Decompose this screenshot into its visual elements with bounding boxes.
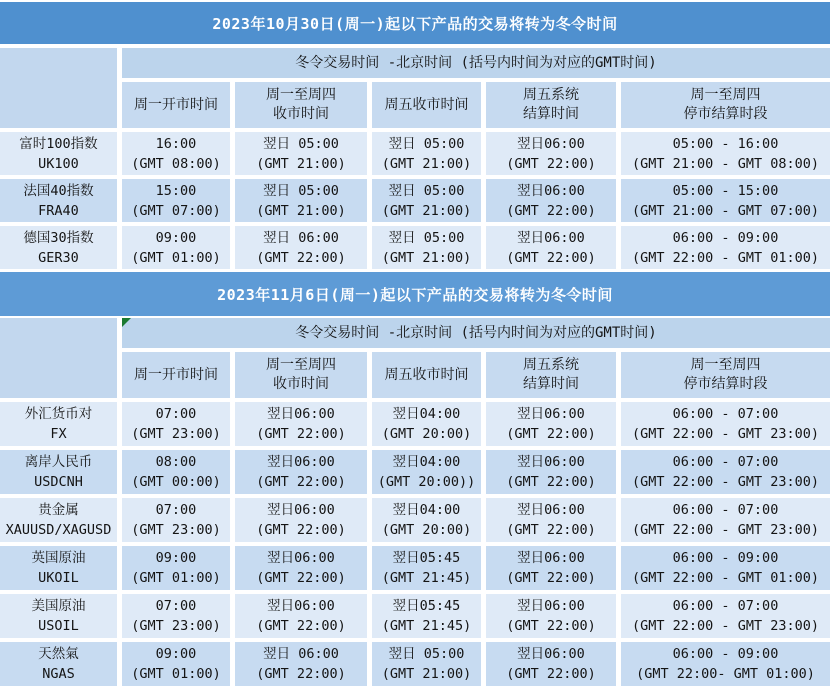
halt-period-cell (621, 498, 830, 542)
winter-time-note-text: 冬令交易时间 -北京时间 (括号内时间为对应的GMT时间) (295, 55, 657, 71)
close-monthu-cell (235, 546, 367, 590)
close-monthu-cell (235, 226, 367, 269)
gmt-value: (GMT 07:00) (131, 202, 221, 219)
time-value: 翌日06:00 (517, 598, 585, 614)
gmt-value: (GMT 22:00 - GMT 23:00) (632, 474, 819, 490)
section-2-table (0, 318, 830, 686)
open-time-cell (122, 594, 230, 638)
time-value: 翌日 05:00 (388, 135, 465, 152)
settle-fri-cell (486, 226, 616, 269)
product-cell (0, 498, 117, 542)
gmt-value: (GMT 21:00) (381, 666, 472, 682)
halt-period-cell (621, 450, 830, 494)
gmt-value: (GMT 22:00) (256, 666, 346, 682)
close-monthu-cell (235, 132, 367, 175)
open-time-cell (122, 642, 230, 686)
product-cell (0, 546, 117, 590)
time-value: 06:00 - 07:00 (672, 454, 779, 470)
open-time-cell (122, 402, 230, 446)
time-value: 翌日05:45 (392, 598, 461, 614)
gmt-value: (GMT 21:45) (381, 570, 472, 586)
product-name: 天然氣 (38, 646, 79, 662)
time-value: 翌日06:00 (517, 135, 585, 152)
gmt-value: (GMT 00:00) (131, 474, 221, 490)
product-code: USOIL (38, 618, 79, 634)
product-name: 英国原油 (31, 550, 86, 566)
corner-cell (0, 48, 117, 128)
time-value: 翌日06:00 (267, 598, 335, 614)
time-value: 06:00 - 07:00 (672, 406, 779, 422)
gmt-value: (GMT 22:00) (506, 155, 596, 172)
time-value: 翌日06:00 (267, 502, 335, 518)
time-value: 09:00 (155, 229, 197, 246)
col-header-open-time (122, 82, 230, 128)
close-monthu-cell (235, 402, 367, 446)
product-code: UKOIL (38, 570, 79, 586)
close-monthu-cell (235, 594, 367, 638)
gmt-value: (GMT 21:00) (381, 202, 472, 219)
gmt-value: (GMT 22:00- GMT 01:00) (636, 666, 815, 682)
open-time-cell (122, 498, 230, 542)
product-code: GER30 (38, 249, 79, 266)
open-time-cell (122, 226, 230, 269)
settle-fri-cell (486, 594, 616, 638)
col-header-halt-period (621, 82, 830, 128)
close-fri-cell (372, 132, 481, 175)
gmt-value: (GMT 22:00 - GMT 01:00) (632, 249, 819, 266)
halt-period-cell (621, 179, 830, 222)
col-header-label: 周一至周四 (690, 357, 761, 373)
settle-fri-cell (486, 132, 616, 175)
product-name: 富时100指数 (19, 135, 98, 152)
gmt-value: (GMT 20:00) (381, 426, 472, 442)
time-value: 16:00 (155, 135, 197, 152)
time-value: 翌日 05:00 (263, 135, 339, 152)
product-name: 贵金属 (38, 502, 79, 518)
product-code: USDCNH (34, 474, 83, 490)
open-time-cell (122, 132, 230, 175)
time-value: 07:00 (155, 598, 197, 614)
gmt-value: (GMT 21:45) (381, 618, 472, 634)
time-value: 翌日 05:00 (388, 182, 465, 199)
settle-fri-cell (486, 450, 616, 494)
gmt-value: (GMT 22:00 - GMT 23:00) (632, 618, 819, 634)
gmt-value: (GMT 22:00) (256, 618, 346, 634)
close-monthu-cell (235, 450, 367, 494)
col-header-label: 周五收市时间 (384, 96, 469, 113)
settle-fri-cell (486, 179, 616, 222)
gmt-value: (GMT 22:00) (506, 474, 596, 490)
gmt-value: (GMT 22:00) (256, 522, 346, 538)
open-time-cell (122, 546, 230, 590)
gmt-value: (GMT 22:00) (256, 474, 346, 490)
time-value: 翌日06:00 (267, 406, 335, 422)
time-value: 翌日06:00 (517, 182, 585, 199)
gmt-value: (GMT 22:00) (506, 666, 596, 682)
close-fri-cell (372, 594, 481, 638)
close-fri-cell (372, 498, 481, 542)
col-header-label: 周五收市时间 (384, 366, 469, 383)
gmt-value: (GMT 22:00) (506, 522, 596, 538)
product-code: FRA40 (38, 202, 79, 219)
time-value: 翌日 06:00 (263, 646, 339, 662)
time-value: 翌日04:00 (392, 502, 461, 518)
time-value: 翌日06:00 (517, 406, 585, 422)
col-header-label: 周五系统 (523, 357, 579, 373)
time-value: 07:00 (155, 502, 197, 518)
section-1-table (0, 48, 830, 269)
open-time-cell (122, 450, 230, 494)
gmt-value: (GMT 22:00 - GMT 23:00) (632, 426, 819, 442)
col-header-label: 停市结算时段 (683, 376, 768, 392)
col-header-label: 周一开市时间 (134, 96, 218, 113)
cell-flag-icon (122, 318, 131, 327)
gmt-value: (GMT 21:00) (381, 249, 472, 266)
time-value: 翌日06:00 (517, 550, 585, 566)
close-monthu-cell (235, 642, 367, 686)
gmt-value: (GMT 23:00) (131, 426, 221, 442)
time-value: 翌日06:00 (267, 550, 335, 566)
settle-fri-cell (486, 642, 616, 686)
settle-fri-cell (486, 546, 616, 590)
time-value: 翌日 05:00 (263, 182, 339, 199)
time-value: 05:00 - 16:00 (672, 135, 779, 152)
winter-time-note (122, 318, 830, 348)
col-header-settle-fri (486, 352, 616, 398)
gmt-value: (GMT 22:00) (256, 426, 346, 442)
time-value: 翌日04:00 (392, 406, 461, 422)
time-value: 翌日06:00 (267, 454, 335, 470)
gmt-value: (GMT 22:00) (256, 249, 346, 266)
open-time-cell (122, 179, 230, 222)
close-fri-cell (372, 546, 481, 590)
time-value: 05:00 - 15:00 (672, 182, 779, 199)
product-code: UK100 (38, 155, 79, 172)
close-monthu-cell (235, 498, 367, 542)
gmt-value: (GMT 21:00) (256, 155, 346, 172)
gmt-value: (GMT 22:00) (506, 618, 596, 634)
gmt-value: (GMT 22:00) (506, 570, 596, 586)
gmt-value: (GMT 23:00) (131, 618, 221, 634)
col-header-label: 停市结算时段 (683, 106, 768, 122)
time-value: 翌日06:00 (517, 454, 585, 470)
time-value: 翌日 06:00 (263, 229, 339, 246)
halt-period-cell (621, 546, 830, 590)
time-value: 06:00 - 09:00 (672, 229, 779, 246)
product-code: FX (50, 426, 67, 442)
winter-time-note-text: 冬令交易时间 -北京时间 (括号内时间为对应的GMT时间) (295, 325, 657, 341)
time-value: 15:00 (155, 182, 197, 199)
gmt-value: (GMT 01:00) (131, 570, 221, 586)
col-header-label: 收市时间 (273, 106, 329, 122)
gmt-value: (GMT 22:00) (506, 202, 596, 219)
product-cell (0, 642, 117, 686)
gmt-value: (GMT 22:00 - GMT 01:00) (632, 570, 819, 586)
col-header-close-monthu (235, 82, 367, 128)
product-name: 德国30指数 (23, 229, 94, 246)
halt-period-cell (621, 642, 830, 686)
product-cell (0, 594, 117, 638)
gmt-value: (GMT 08:00) (131, 155, 221, 172)
settle-fri-cell (486, 402, 616, 446)
time-value: 08:00 (155, 454, 197, 470)
col-header-open-time (122, 352, 230, 398)
close-fri-cell (372, 642, 481, 686)
col-header-label: 周一开市时间 (134, 366, 218, 383)
time-value: 翌日 05:00 (388, 646, 465, 662)
col-header-close-monthu (235, 352, 367, 398)
product-name: 美国原油 (31, 598, 86, 614)
product-code: XAUUSD/XAGUSD (5, 522, 112, 538)
col-header-label: 周一至周四 (690, 87, 761, 103)
gmt-value: (GMT 21:00) (381, 155, 472, 172)
section-1-banner: 2023年10月30日(周一)起以下产品的交易将转为冬令时间 (0, 2, 830, 44)
time-value: 07:00 (155, 406, 197, 422)
gmt-value: (GMT 01:00) (131, 666, 221, 682)
col-header-label: 收市时间 (273, 376, 329, 392)
close-monthu-cell (235, 179, 367, 222)
time-value: 翌日06:00 (517, 229, 585, 246)
product-cell (0, 450, 117, 494)
close-fri-cell (372, 450, 481, 494)
gmt-value: (GMT 22:00) (506, 426, 596, 442)
col-header-label: 结算时间 (523, 106, 579, 122)
close-fri-cell (372, 402, 481, 446)
col-header-label: 周一至周四 (266, 357, 336, 373)
gmt-value: (GMT 21:00 - GMT 08:00) (632, 155, 819, 172)
gmt-value: (GMT 20:00)) (377, 474, 476, 490)
product-cell (0, 402, 117, 446)
time-value: 翌日04:00 (392, 454, 461, 470)
time-value: 06:00 - 07:00 (672, 502, 779, 518)
product-code: NGAS (42, 666, 75, 682)
time-value: 06:00 - 09:00 (672, 550, 779, 566)
time-value: 09:00 (155, 646, 197, 662)
halt-period-cell (621, 132, 830, 175)
gmt-value: (GMT 22:00) (256, 570, 346, 586)
gmt-value: (GMT 20:00) (381, 522, 472, 538)
product-name: 离岸人民币 (24, 454, 93, 470)
col-header-close-fri (372, 352, 481, 398)
halt-period-cell (621, 594, 830, 638)
gmt-value: (GMT 23:00) (131, 522, 221, 538)
close-fri-cell (372, 226, 481, 269)
time-value: 06:00 - 09:00 (672, 646, 779, 662)
col-header-label: 结算时间 (523, 376, 579, 392)
product-name: 外汇货币对 (24, 406, 93, 422)
close-fri-cell (372, 179, 481, 222)
settle-fri-cell (486, 498, 616, 542)
product-cell (0, 226, 117, 269)
gmt-value: (GMT 21:00) (256, 202, 346, 219)
gmt-value: (GMT 21:00 - GMT 07:00) (632, 202, 819, 219)
time-value: 06:00 - 07:00 (672, 598, 779, 614)
time-value: 09:00 (155, 550, 197, 566)
product-cell (0, 179, 117, 222)
col-header-close-fri (372, 82, 481, 128)
time-value: 翌日06:00 (517, 502, 585, 518)
time-value: 翌日 05:00 (388, 229, 465, 246)
halt-period-cell (621, 402, 830, 446)
product-name: 法国40指数 (23, 182, 94, 199)
col-header-halt-period (621, 352, 830, 398)
gmt-value: (GMT 01:00) (131, 249, 221, 266)
col-header-settle-fri (486, 82, 616, 128)
gmt-value: (GMT 22:00) (506, 249, 596, 266)
time-value: 翌日05:45 (392, 550, 461, 566)
gmt-value: (GMT 22:00 - GMT 23:00) (632, 522, 819, 538)
time-value: 翌日06:00 (517, 646, 585, 662)
product-cell (0, 132, 117, 175)
col-header-label: 周一至周四 (266, 87, 336, 103)
col-header-label: 周五系统 (523, 87, 579, 103)
section-2-banner: 2023年11月6日(周一)起以下产品的交易将转为冬令时间 (0, 272, 830, 316)
winter-time-note (122, 48, 830, 78)
corner-cell (0, 318, 117, 398)
halt-period-cell (621, 226, 830, 269)
